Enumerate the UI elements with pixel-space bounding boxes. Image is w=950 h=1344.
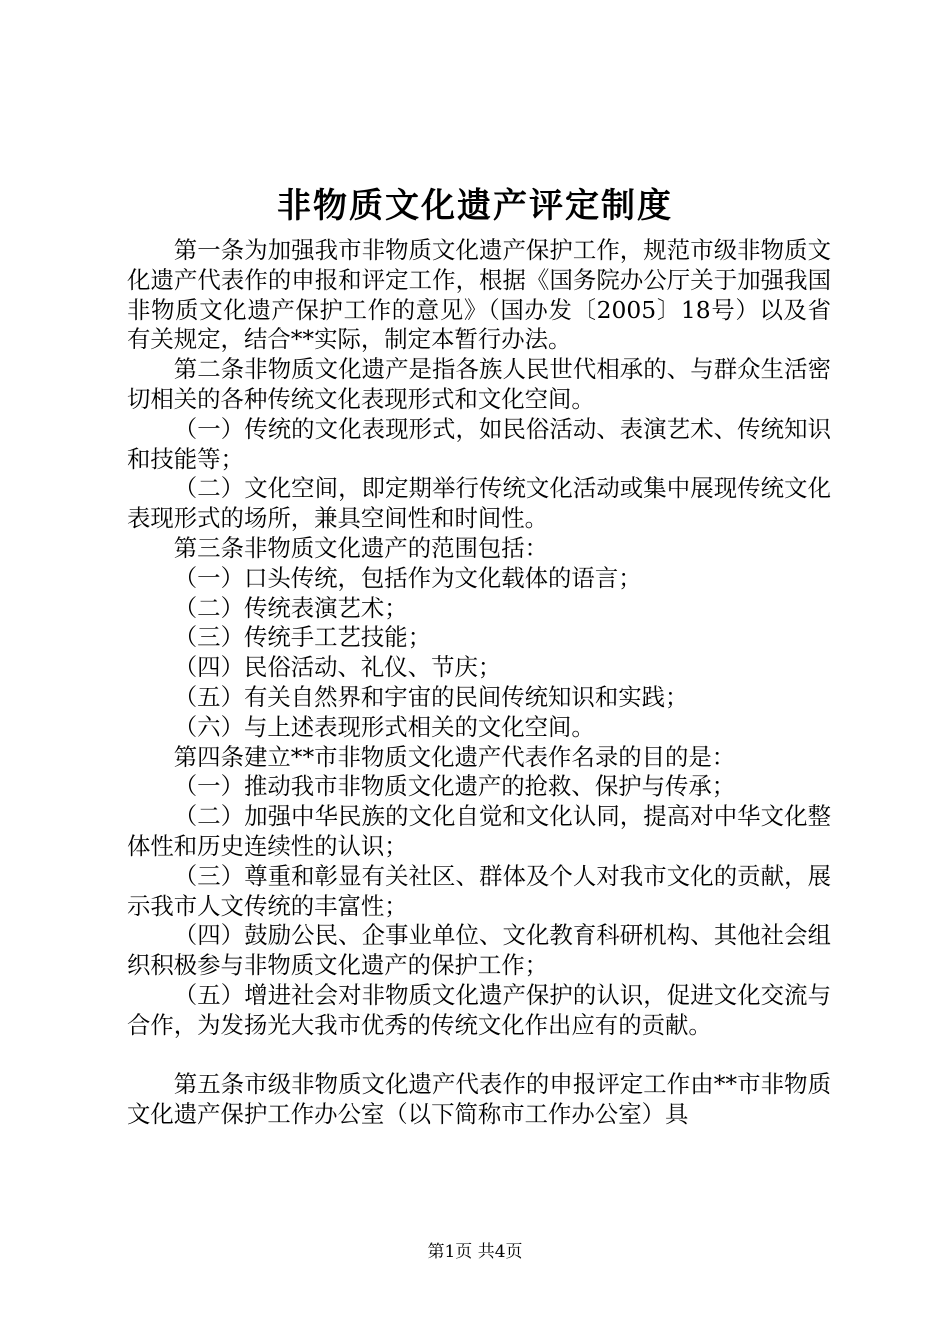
article-3-item-2: （二）传统表演艺术； [173,593,408,622]
page-footer: 第1页 共4页 [427,1242,523,1262]
article-5: 第五条市级非物质文化遗产代表作的申报评定工作由**市非物质文化遗产保护工作办公室（以下简称市工作办公室）具 [127,1070,831,1129]
article-2-item-2: （二）文化空间，即定期举行传统文化活动或集中展现传统文化表现形式的场所，兼具空间性和时间性。 [127,474,831,533]
article-1: 第一条为加强我市非物质文化遗产保护工作，规范市级非物质文化遗产代表作的申报和评定工作，根据《国务院办公厅关于加强我国非物质文化遗产保护工作的意见》（国办发〔2005〕18号）以及省有关规定，结合**实际，制定本暂行办法。 [127,236,831,354]
article-3: 第三条非物质文化遗产的范围包括： [173,533,549,562]
article-4-item-1: （一）推动我市非物质文化遗产的抢救、保护与传承； [173,772,736,801]
article-4-item-4: （四）鼓励公民、企事业单位、文化教育科研机构、其他社会组织积极参与非物质文化遗产的保护工作； [127,921,831,980]
document-body [127,236,831,1130]
article-3-item-3: （三）传统手工艺技能； [173,623,432,652]
article-3-item-1: （一）口头传统，包括作为文化载体的语言； [173,563,642,592]
article-4-item-2: （二）加强中华民族的文化自觉和文化认同，提高对中华文化整体性和历史连续性的认识； [127,802,831,860]
article-2-item-1: （一）传统的文化表现形式，如民俗活动、表演艺术、传统知识和技能等； [127,414,831,473]
article-3-item-6: （六）与上述表现形式相关的文化空间。 [173,712,595,741]
article-4-item-5: （五）增进社会对非物质文化遗产保护的认识，促进文化交流与合作，为发扬光大我市优秀的传统文化作出应有的贡献。 [127,980,831,1039]
article-3-item-5: （五）有关自然界和宇宙的民间传统知识和实践； [173,682,689,711]
article-3-item-4: （四）民俗活动、礼仪、节庆； [173,653,502,682]
article-4: 第四条建立**市非物质文化遗产代表作名录的目的是： [173,742,736,771]
article-2: 第二条非物质文化遗产是指各族人民世代相承的、与群众生活密切相关的各种传统文化表现形式和文化空间。 [127,355,831,413]
article-4-item-3: （三）尊重和彰显有关社区、群体及个人对我市文化的贡献，展示我市人文传统的丰富性； [127,861,831,920]
document-title: 非物质文化遗产评定制度 [277,186,673,226]
